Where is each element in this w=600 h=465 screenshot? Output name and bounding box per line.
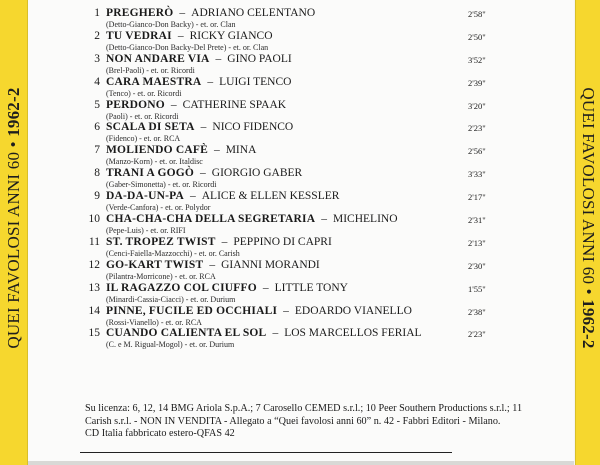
- track-number: 5: [94, 98, 100, 111]
- track-artist: LUIGI TENCO: [219, 75, 292, 88]
- track-title: CARA MAESTRA: [106, 75, 202, 88]
- track-separator: –: [272, 327, 279, 340]
- track-title: SCALA DI SETA: [106, 121, 195, 134]
- track-credit: (Brel-Paoli) - et. or. Ricordi: [106, 65, 195, 75]
- track-number: 12: [88, 258, 100, 271]
- track-separator: –: [213, 144, 220, 157]
- track-separator: –: [207, 75, 214, 88]
- track-duration: 3'20": [468, 100, 486, 111]
- track-artist: LITTLE TONY: [274, 281, 348, 294]
- track-row: [86, 282, 496, 305]
- track-credit: (Detto-Gianco-Don Backy) - et. or. Clan: [106, 20, 236, 29]
- track-duration: 2'13": [468, 237, 486, 248]
- track-number: 10: [88, 213, 100, 226]
- track-separator: –: [283, 304, 289, 317]
- track-separator: –: [177, 29, 184, 42]
- track-credit: (Manzo-Korn) - et. or. Italdisc: [106, 157, 203, 167]
- spine-left: [0, 0, 28, 465]
- track-number: 2: [94, 29, 100, 42]
- track-heading: [106, 144, 256, 156]
- track-row: [86, 213, 496, 236]
- track-credit: (Paoli) - et. or. Ricordi: [106, 111, 179, 121]
- track-title: DA-DA-UN-PA: [106, 190, 184, 203]
- track-heading: [106, 213, 398, 225]
- track-row: [86, 305, 496, 328]
- track-heading: [106, 121, 293, 133]
- track-title: ST. TROPEZ TWIST: [106, 235, 216, 248]
- track-title: TRANI A GOGÒ: [106, 167, 195, 180]
- track-number: 9: [94, 190, 100, 203]
- track-title: TU VEDRAI: [106, 29, 172, 42]
- track-credit: (Tenco) - et. or. Ricordi: [106, 88, 182, 98]
- track-row: [86, 167, 496, 190]
- track-number: 4: [94, 75, 100, 88]
- track-duration: 2'30": [468, 260, 486, 271]
- track-row: [86, 53, 496, 76]
- track-artist: EDOARDO VIANELLO: [294, 304, 412, 317]
- spine-left-title: [4, 87, 24, 348]
- track-artist: GINO PAOLI: [227, 52, 292, 65]
- track-artist: MICHELINO: [332, 213, 398, 226]
- license-notes: [85, 403, 555, 441]
- track-title: CHA-CHA-CHA DELLA SEGRETARIA: [106, 213, 316, 226]
- track-artist: PEPPINO DI CAPRI: [233, 235, 332, 248]
- track-title: PINNE, FUCILE ED OCCHIALI: [106, 304, 278, 317]
- track-separator: –: [209, 258, 216, 271]
- track-heading: [106, 30, 273, 42]
- track-separator: –: [215, 52, 222, 65]
- spine-series-title: QUEI FAVOLOSI ANNI 60 •: [4, 136, 23, 349]
- track-duration: 2'31": [468, 215, 486, 226]
- track-artist: MINA: [225, 144, 257, 157]
- track-title: GO-KART TWIST: [106, 258, 204, 271]
- track-row: [86, 327, 496, 350]
- track-heading: [106, 7, 315, 19]
- track-artist: ADRIANO CELENTANO: [191, 7, 316, 19]
- track-number: 15: [88, 327, 100, 340]
- track-artist: CATHERINE SPAAK: [182, 98, 287, 111]
- track-heading: [106, 259, 320, 271]
- track-heading: [106, 76, 291, 88]
- spine-right: [575, 0, 600, 465]
- track-title: PREGHERÒ: [106, 7, 174, 19]
- track-row: [86, 236, 496, 259]
- track-title: MOLIENDO CAFÈ: [106, 144, 208, 157]
- track-number: 13: [88, 281, 100, 294]
- license-line-1: Su licenza: 6, 12, 14 BMG Ariola S.p.A.; 7 Carosello CEMED s.r.l.; 10 Peer Southern Productions s.r.l.; 11: [85, 403, 523, 414]
- track-row: [86, 99, 496, 122]
- track-title: PERDONO: [106, 98, 165, 111]
- track-separator: –: [179, 7, 186, 19]
- track-number: 11: [88, 235, 100, 248]
- track-artist: RICKY GIANCO: [189, 29, 273, 42]
- track-heading: [106, 190, 339, 202]
- track-number: 8: [94, 167, 100, 180]
- spine-catalog-code: 1962-2: [4, 87, 23, 137]
- track-number: 14: [88, 304, 100, 317]
- track-heading: [106, 327, 422, 339]
- track-duration: 2'50": [468, 31, 486, 42]
- track-credit: (Fidenco) - et. or. RCA: [106, 134, 181, 144]
- track-heading: [106, 99, 286, 111]
- track-row: [86, 259, 496, 282]
- track-duration: 3'33": [468, 169, 486, 180]
- track-title: CUANDO CALIENTA EL SOL: [106, 327, 267, 340]
- track-separator: –: [200, 167, 206, 180]
- track-row: [86, 76, 496, 99]
- bottom-edge: [28, 461, 574, 465]
- track-heading: [106, 282, 348, 294]
- track-credit: (Pepe-Luis) - et. or. RIFI: [106, 226, 186, 236]
- track-credit: (Gaber-Simonetta) - et. or. Ricordi: [106, 180, 217, 190]
- track-artist: LOS MARCELLOS FERIAL: [284, 327, 422, 340]
- track-separator: –: [170, 98, 177, 111]
- track-number: 7: [94, 144, 100, 157]
- track-duration: 3'52": [468, 54, 486, 65]
- track-heading: [106, 305, 412, 317]
- track-number: 6: [94, 121, 100, 134]
- track-row: [86, 190, 496, 213]
- track-duration: 2'38": [468, 306, 486, 317]
- track-artist: GIORGIO GABER: [211, 167, 303, 180]
- track-heading: [106, 236, 332, 248]
- track-row: [86, 144, 496, 167]
- track-duration: 2'39": [468, 77, 486, 88]
- track-credit: (Pilantra-Morricone) - et. or. RCA: [106, 271, 216, 281]
- track-credit: (Detto-Gianco-Don Backy-Del Prete) - et. or. Clan: [106, 42, 269, 52]
- track-row: [86, 30, 496, 53]
- spine-catalog-code: 1962-2: [579, 299, 598, 349]
- track-credit: (Verde-Canfora) - et. or. Polydor: [106, 203, 211, 213]
- license-line-3: CD Italia fabbricato estero-QFAS 42: [85, 428, 235, 440]
- track-list: [86, 7, 496, 350]
- track-duration: 2'56": [468, 146, 486, 157]
- track-duration: 2'23": [468, 329, 486, 340]
- track-separator: –: [221, 235, 228, 248]
- track-duration: 2'23": [468, 123, 486, 134]
- track-credit: (Cenci-Faiella-Mazzocchi) - et. or. Carish: [106, 248, 240, 258]
- track-heading: [106, 53, 292, 65]
- track-number: 3: [94, 52, 100, 65]
- spine-series-title: QUEI FAVOLOSI ANNI 60 •: [579, 87, 598, 300]
- track-credit: (Rossi-Vianello) - et. or. RCA: [106, 317, 202, 327]
- track-separator: –: [200, 121, 207, 134]
- track-credit: (C. e M. Rigual-Mogol) - et. or. Durium: [106, 340, 235, 350]
- track-artist: NICO FIDENCO: [212, 121, 294, 134]
- track-row: [86, 121, 496, 144]
- track-title: NON ANDARE VIA: [106, 52, 210, 65]
- track-artist: GIANNI MORANDI: [221, 258, 320, 271]
- divider-rule: [80, 452, 452, 453]
- track-separator: –: [190, 190, 196, 203]
- track-separator: –: [262, 281, 269, 294]
- license-line-2: Carish s.r.l. - NON IN VENDITA - Allegato a “Quei favolosi anni 60” n. 42 - Fabbri Editori - Milano.: [85, 415, 501, 427]
- track-title: IL RAGAZZO COL CIUFFO: [106, 281, 257, 294]
- track-duration: 2'17": [468, 192, 486, 203]
- track-duration: 2'58": [468, 9, 486, 19]
- track-artist: ALICE & ELLEN KESSLER: [201, 190, 340, 203]
- track-heading: [106, 167, 302, 179]
- track-separator: –: [321, 213, 327, 226]
- track-credit: (Minardi-Cassia-Ciacci) - et. or. Durium: [106, 294, 236, 304]
- track-number: 1: [94, 7, 100, 19]
- track-row: [86, 7, 496, 30]
- track-duration: 1'55": [468, 283, 486, 294]
- spine-right-title: [578, 87, 598, 348]
